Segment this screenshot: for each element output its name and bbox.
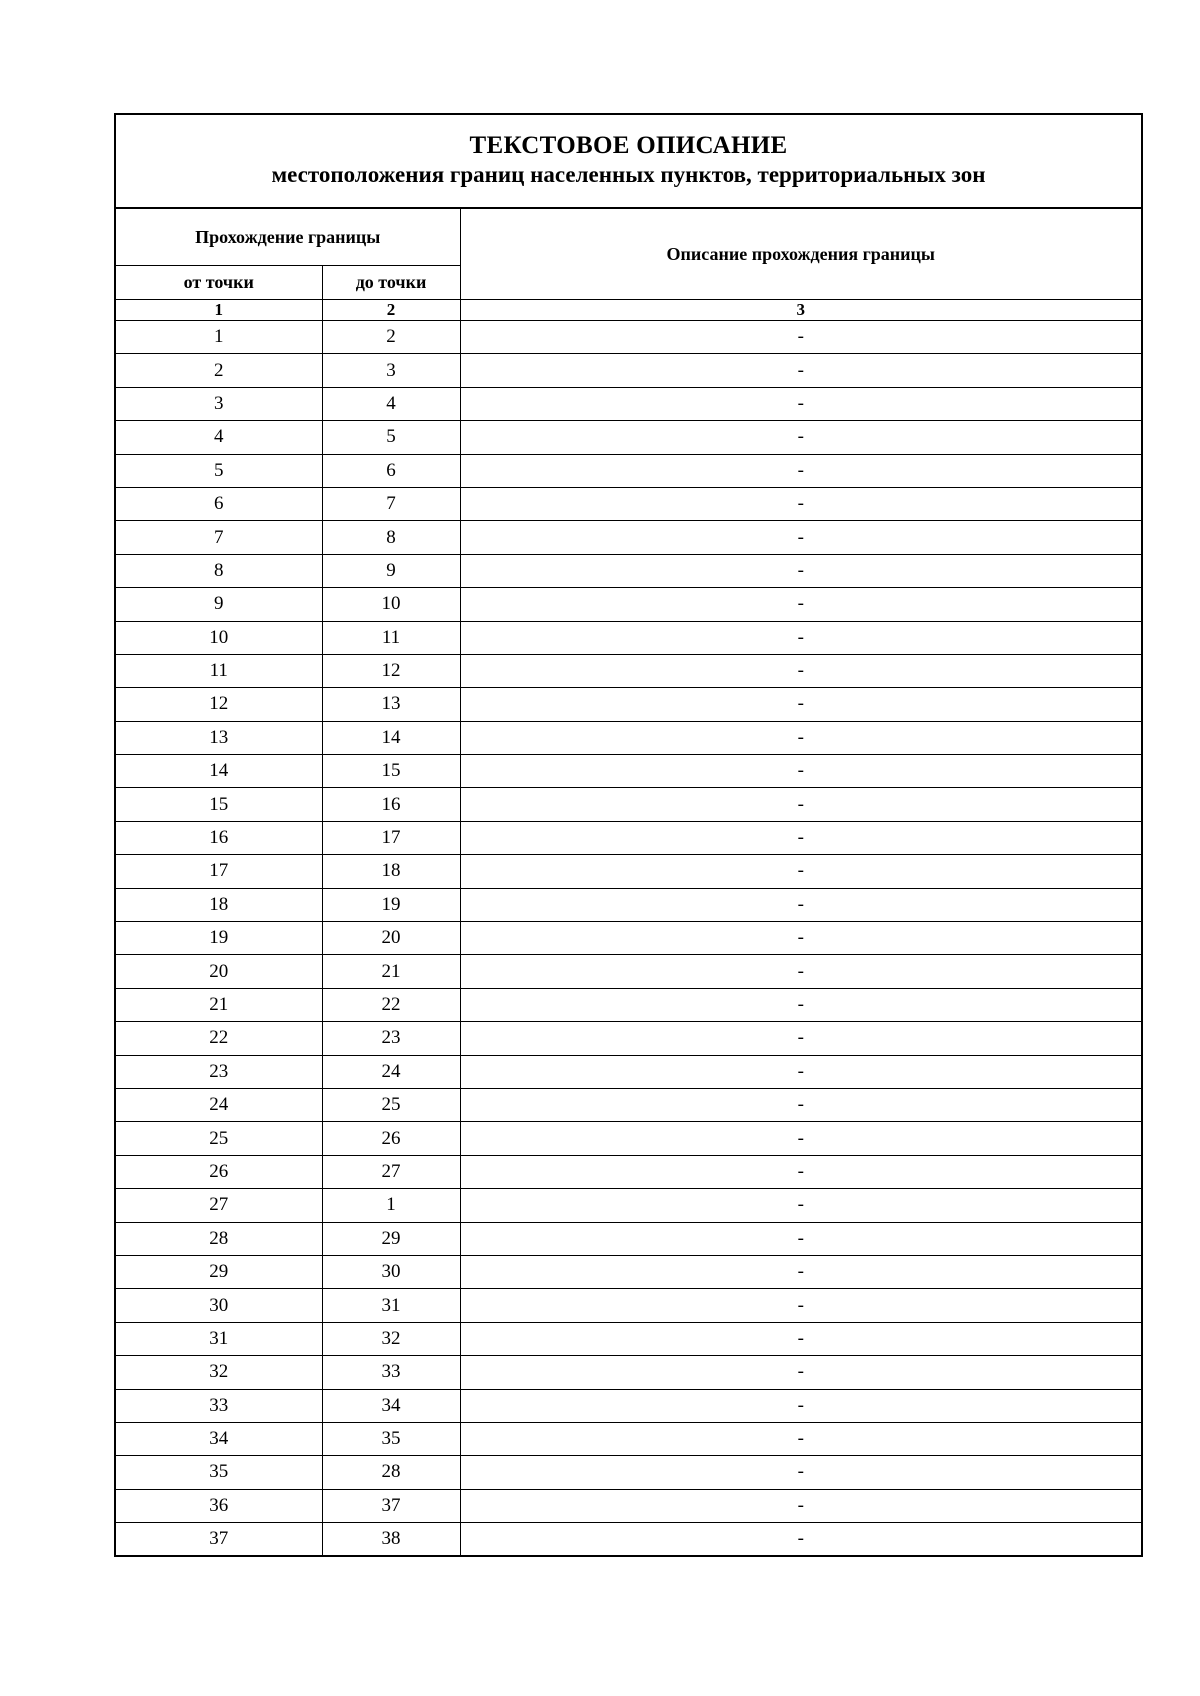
table-row <box>116 888 1141 921</box>
from-point-cell: 2 <box>116 354 322 387</box>
description-cell: - <box>460 1489 1141 1522</box>
to-point-cell: 18 <box>322 855 460 888</box>
description-cell: - <box>460 1189 1141 1222</box>
table-row <box>116 554 1141 587</box>
description-cell: - <box>460 487 1141 520</box>
from-point-cell: 35 <box>116 1456 322 1489</box>
from-point-cell: 3 <box>116 387 322 420</box>
table-row <box>116 988 1141 1021</box>
description-cell: - <box>460 1322 1141 1355</box>
table-row <box>116 521 1141 554</box>
description-cell: - <box>460 688 1141 721</box>
table-row <box>116 922 1141 955</box>
description-cell: - <box>460 1389 1141 1422</box>
from-point-cell: 18 <box>116 888 322 921</box>
table-row <box>116 588 1141 621</box>
table-row <box>116 1189 1141 1222</box>
to-point-cell: 2 <box>322 321 460 354</box>
table-body <box>116 321 1141 1556</box>
description-cell: - <box>460 321 1141 354</box>
from-point-cell: 1 <box>116 321 322 354</box>
from-point-cell: 8 <box>116 554 322 587</box>
from-point-cell: 27 <box>116 1189 322 1222</box>
to-point-cell: 16 <box>322 788 460 821</box>
to-point-cell: 17 <box>322 821 460 854</box>
to-point-cell: 27 <box>322 1155 460 1188</box>
table-row <box>116 1255 1141 1288</box>
to-point-cell: 23 <box>322 1022 460 1055</box>
column-number-3: 3 <box>460 300 1141 321</box>
to-point-cell: 1 <box>322 1189 460 1222</box>
description-cell: - <box>460 821 1141 854</box>
description-cell: - <box>460 955 1141 988</box>
to-point-cell: 11 <box>322 621 460 654</box>
description-cell: - <box>460 1255 1141 1288</box>
description-cell: - <box>460 1523 1141 1556</box>
description-cell: - <box>460 387 1141 420</box>
description-cell: - <box>460 721 1141 754</box>
description-cell: - <box>460 1022 1141 1055</box>
description-cell: - <box>460 421 1141 454</box>
to-point-cell: 31 <box>322 1289 460 1322</box>
table-row <box>116 1422 1141 1455</box>
table-row <box>116 1222 1141 1255</box>
column-number-1: 1 <box>116 300 322 321</box>
from-point-cell: 5 <box>116 454 322 487</box>
from-point-cell: 7 <box>116 521 322 554</box>
to-point-cell: 24 <box>322 1055 460 1088</box>
table-row <box>116 855 1141 888</box>
to-point-cell: 26 <box>322 1122 460 1155</box>
to-point-cell: 22 <box>322 988 460 1021</box>
table-row <box>116 955 1141 988</box>
description-cell: - <box>460 1356 1141 1389</box>
description-cell: - <box>460 1155 1141 1188</box>
description-cell: - <box>460 454 1141 487</box>
table-row <box>116 1055 1141 1088</box>
description-cell: - <box>460 755 1141 788</box>
description-cell: - <box>460 1222 1141 1255</box>
table-row <box>116 1489 1141 1522</box>
table-row <box>116 1356 1141 1389</box>
description-cell: - <box>460 1055 1141 1088</box>
from-point-cell: 13 <box>116 721 322 754</box>
table-row <box>116 721 1141 754</box>
from-point-cell: 20 <box>116 955 322 988</box>
from-point-cell: 10 <box>116 621 322 654</box>
table-row <box>116 1322 1141 1355</box>
document-title: ТЕКСТОВОЕ ОПИСАНИЕ <box>469 132 788 159</box>
description-cell: - <box>460 521 1141 554</box>
description-cell: - <box>460 654 1141 687</box>
table-row <box>116 1389 1141 1422</box>
to-point-cell: 7 <box>322 487 460 520</box>
from-point-cell: 23 <box>116 1055 322 1088</box>
to-point-cell: 29 <box>322 1222 460 1255</box>
table-row <box>116 1022 1141 1055</box>
table-row <box>116 688 1141 721</box>
to-point-cell: 8 <box>322 521 460 554</box>
from-point-cell: 9 <box>116 588 322 621</box>
column-number-2: 2 <box>322 300 460 321</box>
table-row <box>116 421 1141 454</box>
table-row <box>116 1289 1141 1322</box>
header-to-point: до точки <box>322 266 460 300</box>
to-point-cell: 20 <box>322 922 460 955</box>
table-row <box>116 788 1141 821</box>
to-point-cell: 32 <box>322 1322 460 1355</box>
description-cell: - <box>460 888 1141 921</box>
to-point-cell: 13 <box>322 688 460 721</box>
boundary-table <box>116 209 1141 1555</box>
description-cell: - <box>460 354 1141 387</box>
table-row <box>116 1122 1141 1155</box>
from-point-cell: 26 <box>116 1155 322 1188</box>
to-point-cell: 34 <box>322 1389 460 1422</box>
table-row <box>116 321 1141 354</box>
to-point-cell: 35 <box>322 1422 460 1455</box>
table-row <box>116 454 1141 487</box>
to-point-cell: 19 <box>322 888 460 921</box>
description-cell: - <box>460 1088 1141 1121</box>
description-cell: - <box>460 554 1141 587</box>
to-point-cell: 33 <box>322 1356 460 1389</box>
to-point-cell: 30 <box>322 1255 460 1288</box>
header-from-point: от точки <box>116 266 322 300</box>
to-point-cell: 15 <box>322 755 460 788</box>
description-cell: - <box>460 1422 1141 1455</box>
from-point-cell: 11 <box>116 654 322 687</box>
to-point-cell: 37 <box>322 1489 460 1522</box>
from-point-cell: 15 <box>116 788 322 821</box>
to-point-cell: 21 <box>322 955 460 988</box>
header-boundary-passage: Прохождение границы <box>116 209 460 266</box>
from-point-cell: 19 <box>116 922 322 955</box>
from-point-cell: 12 <box>116 688 322 721</box>
description-cell: - <box>460 988 1141 1021</box>
table-row <box>116 621 1141 654</box>
description-cell: - <box>460 922 1141 955</box>
to-point-cell: 9 <box>322 554 460 587</box>
table-row <box>116 387 1141 420</box>
to-point-cell: 10 <box>322 588 460 621</box>
from-point-cell: 24 <box>116 1088 322 1121</box>
table-row <box>116 1456 1141 1489</box>
document-subtitle: местоположения границ населенных пунктов, территориальных зон <box>271 162 986 187</box>
to-point-cell: 5 <box>322 421 460 454</box>
from-point-cell: 4 <box>116 421 322 454</box>
to-point-cell: 38 <box>322 1523 460 1556</box>
description-cell: - <box>460 1289 1141 1322</box>
description-cell: - <box>460 1456 1141 1489</box>
from-point-cell: 29 <box>116 1255 322 1288</box>
description-cell: - <box>460 588 1141 621</box>
from-point-cell: 17 <box>116 855 322 888</box>
table-row <box>116 755 1141 788</box>
table-row <box>116 1523 1141 1556</box>
table-row <box>116 1088 1141 1121</box>
description-cell: - <box>460 1122 1141 1155</box>
to-point-cell: 12 <box>322 654 460 687</box>
table-row <box>116 654 1141 687</box>
table-row <box>116 821 1141 854</box>
boundary-description-document <box>114 113 1143 1557</box>
description-cell: - <box>460 855 1141 888</box>
to-point-cell: 28 <box>322 1456 460 1489</box>
to-point-cell: 6 <box>322 454 460 487</box>
header-description: Описание прохождения границы <box>460 209 1141 300</box>
table-row <box>116 1155 1141 1188</box>
table-row <box>116 354 1141 387</box>
table-row <box>116 487 1141 520</box>
from-point-cell: 14 <box>116 755 322 788</box>
from-point-cell: 32 <box>116 1356 322 1389</box>
title-block <box>116 115 1141 209</box>
description-cell: - <box>460 788 1141 821</box>
from-point-cell: 31 <box>116 1322 322 1355</box>
to-point-cell: 3 <box>322 354 460 387</box>
description-cell: - <box>460 621 1141 654</box>
from-point-cell: 33 <box>116 1389 322 1422</box>
from-point-cell: 30 <box>116 1289 322 1322</box>
to-point-cell: 25 <box>322 1088 460 1121</box>
to-point-cell: 14 <box>322 721 460 754</box>
from-point-cell: 22 <box>116 1022 322 1055</box>
from-point-cell: 36 <box>116 1489 322 1522</box>
from-point-cell: 34 <box>116 1422 322 1455</box>
from-point-cell: 25 <box>116 1122 322 1155</box>
from-point-cell: 28 <box>116 1222 322 1255</box>
from-point-cell: 37 <box>116 1523 322 1556</box>
from-point-cell: 16 <box>116 821 322 854</box>
from-point-cell: 6 <box>116 487 322 520</box>
to-point-cell: 4 <box>322 387 460 420</box>
from-point-cell: 21 <box>116 988 322 1021</box>
